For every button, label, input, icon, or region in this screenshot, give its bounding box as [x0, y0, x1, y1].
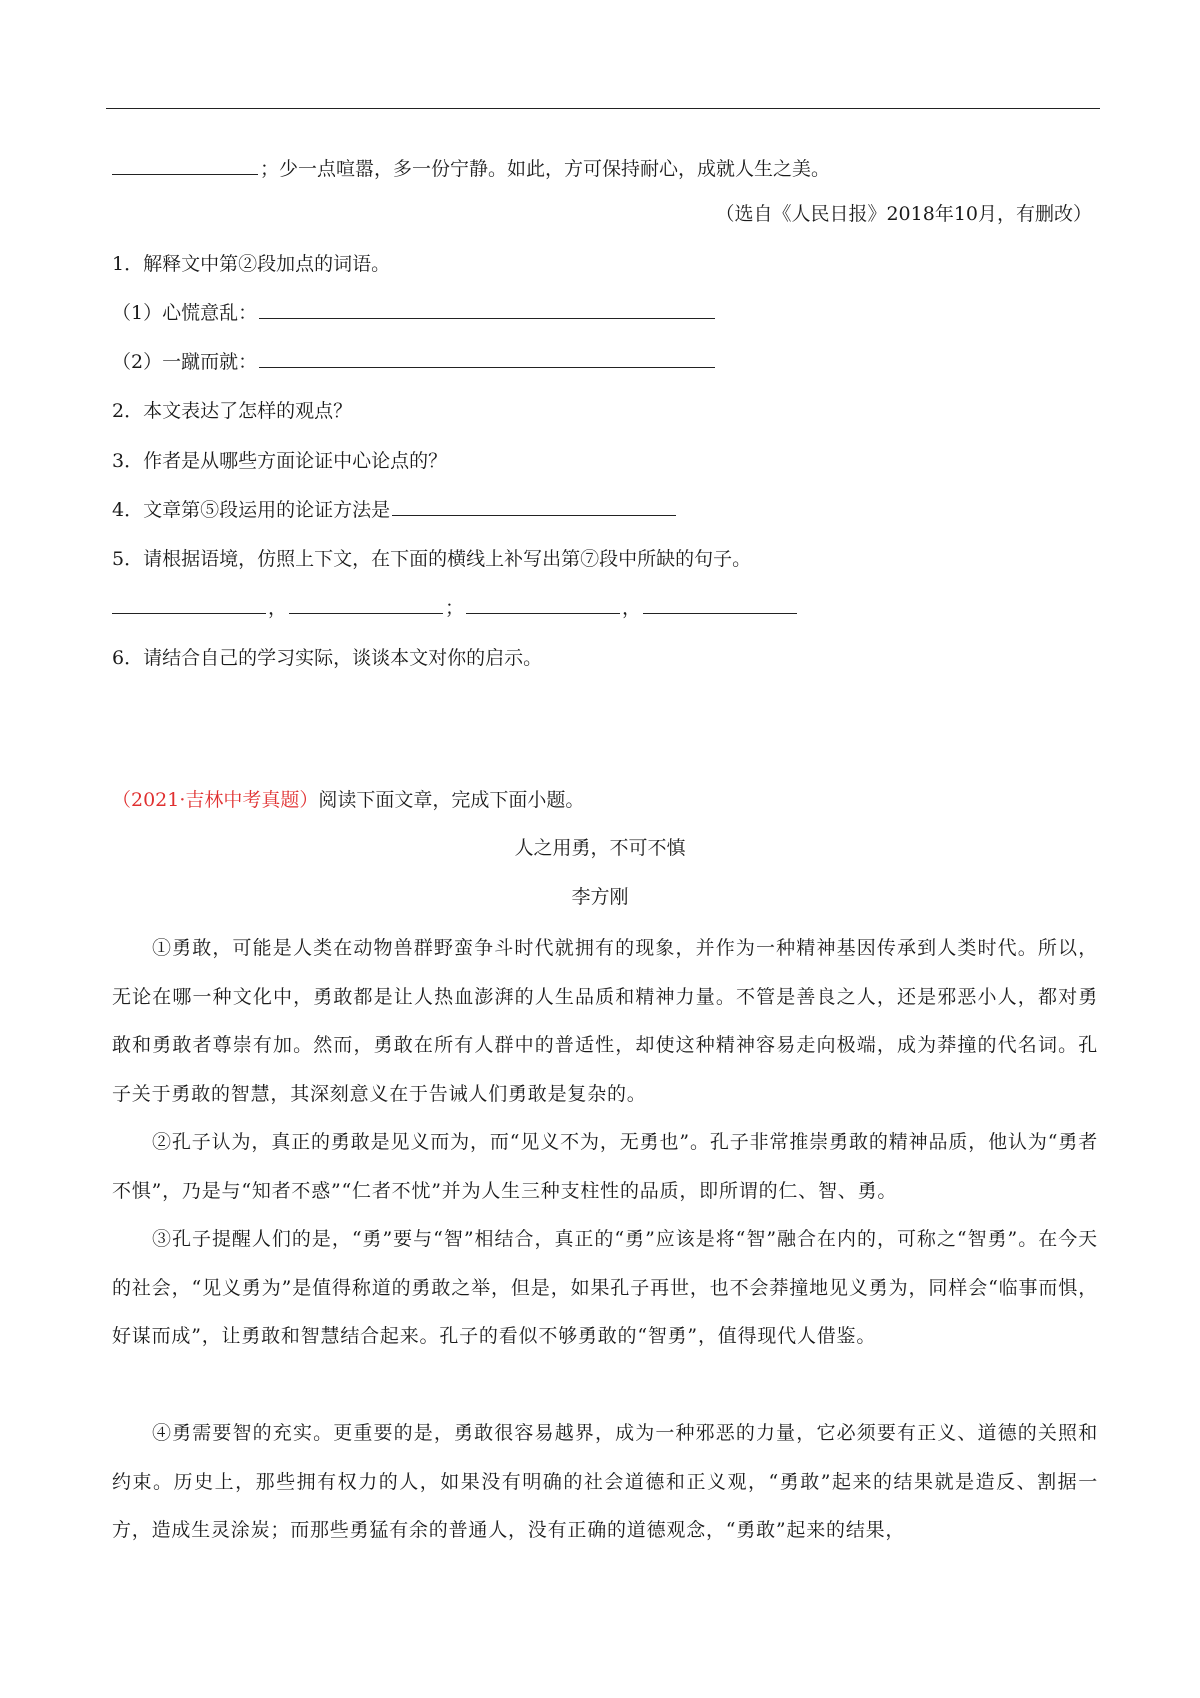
source-citation: （选自《人民日报》2018年10月，有删改） [715, 203, 1092, 225]
answer-blank[interactable] [466, 593, 620, 614]
separator: ， [622, 597, 642, 619]
exam-source-tag: （2021·吉林中考真题） [112, 789, 319, 811]
separator: ， [268, 597, 288, 619]
question-1: 1．解释文中第②段加点的词语。 [112, 253, 391, 275]
passage-title: 人之用勇，不可不慎 [514, 837, 686, 859]
question-1-1-label: （1）心慌意乱： [112, 302, 258, 324]
continuation-line [112, 154, 830, 184]
passage-intro [112, 785, 584, 815]
question-3: 3．作者是从哪些方面论证中心论点的？ [112, 450, 448, 472]
answer-blank[interactable] [259, 298, 715, 319]
passage-instruction: 阅读下面文章，完成下面小题。 [318, 789, 585, 811]
question-6: 6．请结合自己的学习实际，谈谈本文对你的启示。 [112, 647, 543, 669]
separator: ； [445, 597, 465, 619]
paragraph-4: ④勇需要智的充实。更重要的是，勇敢很容易越界，成为一种邪恶的力量，它必须要有正义、道德的关照和约束。历史上，那些拥有权力的人，如果没有明确的社会道德和正义观，“勇敢”起来的结果就是造反、割据一方，造成生灵涂炭；而那些勇猛有余的普通人，没有正确的道德观念，“勇敢”起来的结果， [112, 1422, 1098, 1541]
question-2: 2．本文表达了怎样的观点？ [112, 400, 353, 422]
paragraph-3: ③孔子提醒人们的是，“勇”要与“智”相结合，真正的“勇”应该是将“智”融合在内的，可称之“智勇”。在今天的社会，“见义勇为”是值得称道的勇敢之举，但是，如果孔子再世，也不会莽撞地见义勇为，同样会“临事而惧，好谋而成”，让勇敢和智慧结合起来。孔子的看似不够勇敢的“智勇”，值得现代人借鉴。 [112, 1228, 1098, 1347]
question-5: 5．请根据语境，仿照上下文，在下面的横线上补写出第⑦段中所缺的句子。 [112, 548, 752, 570]
answer-blank[interactable] [112, 154, 258, 175]
question-1-2 [112, 347, 717, 377]
question-4 [112, 495, 678, 525]
answer-blank[interactable] [643, 593, 797, 614]
paragraph-1: ①勇敢，可能是人类在动物兽群野蛮争斗时代就拥有的现象，并作为一种精神基因传承到人类时代。所以，无论在哪一种文化中，勇敢都是让人热血澎湃的人生品质和精神力量。不管是善良之人，还是邪恶小人，都对勇敢和勇敢者尊崇有加。然而，勇敢在所有人群中的普适性，却使这种精神容易走向极端，成为莽撞的代名词。孔子关于勇敢的智慧，其深刻意义在于告诫人们勇敢是复杂的。 [112, 937, 1098, 1105]
question-4-label: 4．文章第⑤段运用的论证方法是 [112, 499, 391, 521]
question-1-2-label: （2）一蹴而就： [112, 351, 258, 373]
answer-blank[interactable] [289, 593, 443, 614]
answer-blank[interactable] [392, 495, 676, 516]
passage-author: 李方刚 [571, 886, 629, 908]
answer-blank[interactable] [112, 593, 266, 614]
question-1-1 [112, 298, 717, 328]
continuation-text: ；少一点喧嚣，多一份宁静。如此，方可保持耐心，成就人生之美。 [260, 158, 831, 180]
question-5-blanks [112, 593, 799, 623]
answer-blank[interactable] [259, 347, 715, 368]
header-rule [106, 108, 1100, 109]
paragraph-2: ②孔子认为，真正的勇敢是见义而为，而“见义不为，无勇也”。孔子非常推崇勇敢的精神品质，他认为“勇者不惧”，乃是与“知者不惑”“仁者不忧”并为人生三种支柱性的品质，即所谓的仁、智、勇。 [112, 1131, 1098, 1202]
